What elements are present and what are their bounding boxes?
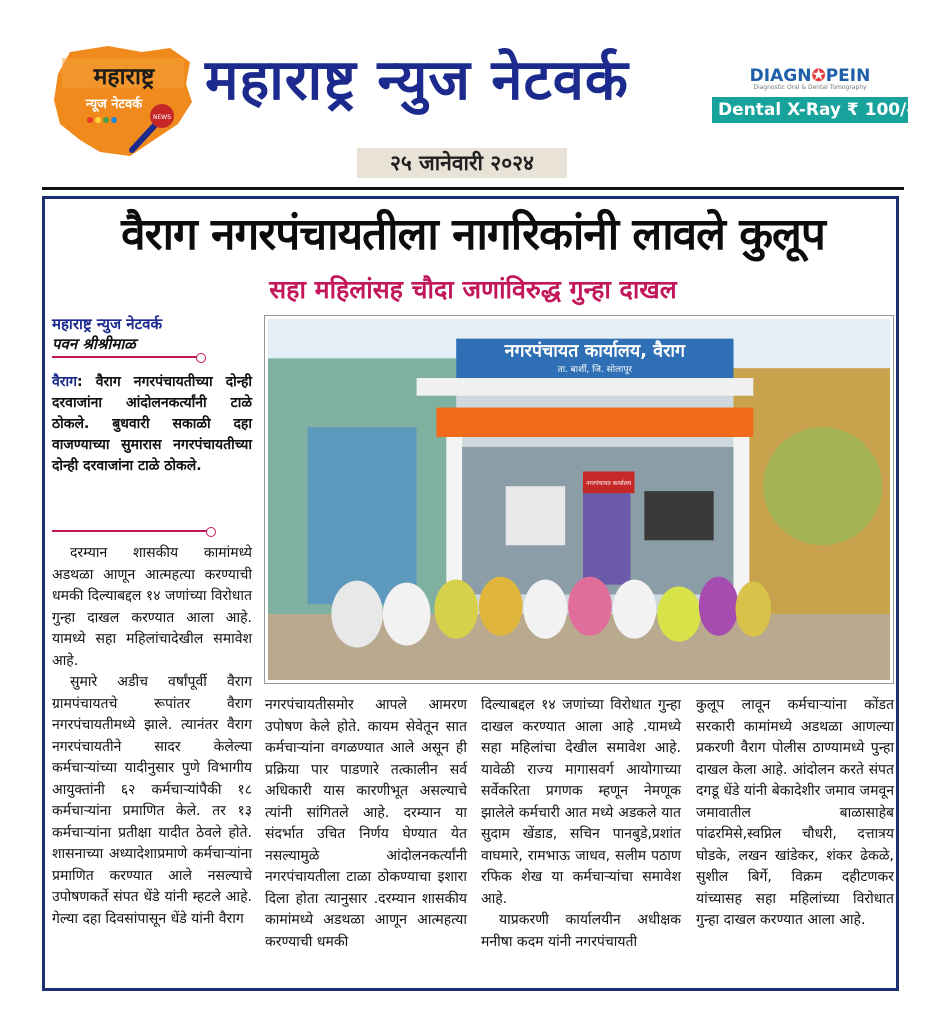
logo-title: महाराष्ट्र [93, 64, 155, 90]
newspaper-title: महाराष्ट्र न्युज नेटवर्क [205, 48, 629, 113]
byline [52, 314, 252, 354]
tooth-icon: ✪ [811, 66, 826, 86]
column-2 [265, 695, 467, 953]
paragraph: दरम्यान शासकीय कामांमध्ये अडथळा आणून आत्महत्या करण्याची धमकी दिल्याबद्दल १४ जणांच्या विरोधात गुन्हा दाखल करण्यात आला आहे. यामध्ये सहा महिलांचादेखील समावेश आहे. [52, 545, 252, 669]
column-4 [696, 695, 894, 932]
subheadline: सहा महिलांसह चौदा जणांविरुद्ध गुन्हा दाखल [269, 275, 677, 304]
dateline-location: वैराग [52, 374, 78, 390]
issue-date: २५ जानेवारी २०२४ [357, 148, 567, 178]
divider-line [52, 356, 202, 358]
mic-label: NEWS [152, 114, 172, 121]
paragraph: नगरपंचायतीसमोर आपले आमरण उपोषण केले होते. कायम सेवेतून सात कर्मचाऱ्यांना वगळण्यात आले असून ही प्रक्रिया पार पाडणारे तत्कालीन सर्व अधिकारी यास कारणीभूत असल्याचे त्यांनी सांगितले आहे. दरम्यान या संदर्भात उचित निर्णय घेण्यात येत नसल्यामुळे आंदोलनकर्त्यांनी नगरपंचायतीला टाळा ठोकण्याचा इशारा दिला होता त्यानुसार .दरम्यान शासकीय कामांमध्ये अडथळा आणून आत्महत्या करण्याची धमकी [265, 697, 467, 950]
headline: वैराग नगरपंचायतीला नागरिकांनी लावले कुलूप [121, 209, 825, 260]
office-sign: नगरपंचायत कार्यालय, वैराग [504, 341, 686, 362]
lead-text: : वैराग नगरपंचायतीच्या दोन्ही दरवाजांना आंदोलनकर्त्यांनी टाळे ठोकले. बुधवारी सकाळी दहा वाजण्याच्या सुमारास नगरपंचायतीच्या दोन्ही दरवाजांना टाळे ठोकले. [52, 374, 252, 474]
ad-brand: DIAGN✪PEIN [749, 66, 871, 86]
column-3 [481, 695, 681, 953]
inner-sign: नगरपंचायत कार्यालय [586, 481, 632, 488]
byline-org: महाराष्ट्र न्युज नेटवर्क [52, 315, 163, 333]
paragraph: कुलूप लावून कर्मचाऱ्यांना कोंडत सरकारी कामांमध्ये अडथळा आणल्या प्रकरणी वैराग पोलीस ठाण्यामध्ये पुन्हा दाखल केला आहे. आंदोलन करते संपत दगडू धेंडे यांनी बेकादेशीर जमाव जमवून जमावातील बाळासाहेब पांढरमिसे,स्वप्निल चौधरी, दत्तात्रय घोडके, लखन खांडेकर, शंकर ढेकळे, सुशील बिर्गे, विक्रम दहीटणकर यांच्यासह सहा महिलांच्या विरोधात गुन्हा दाखल करण्यात आला आहे. [696, 697, 894, 928]
ad-offer: Dental X-Ray ₹ 100/- [712, 97, 908, 123]
divider-line [52, 530, 212, 532]
maharashtra-map-logo [50, 44, 196, 160]
ad-tagline: Diagnostic Oral & Dental Tomography [753, 84, 867, 91]
masthead-rule [42, 187, 904, 190]
paragraph: सुमारे अडीच वर्षांपूर्वी वैराग ग्रामपंचायतचे रूपांतर वैराग नगरपंचायतीमध्ये झाले. त्यानंतर वैराग नगरपंचायतीने सादर केलेल्या कर्मचाऱ्यांच्या यादीनुसार पुणे विभागीय आयुक्तांनी ६२ कर्मचाऱ्यांपैकी १८ कर्मचाऱ्यांना प्रमाणित केले. तर १३ कर्मचाऱ्यांना प्रतीक्षा यादीत ठेवले होते. शासनाच्या अध्यादेशाप्रमाणे कर्मचाऱ्यांना प्रमाणित करण्यात आले नसल्याचे उपोषणकर्ते संपत धेंडे यांनी म्हटले आहे. गेल्या दहा दिवसांपासून धेंडे यांनी वैराग [52, 674, 252, 927]
paragraph: याप्रकरणी कार्यालयीन अधीक्षक मनीषा कदम यांनी नगरपंचायती [481, 912, 681, 950]
byline-author: पवन श्रीश्रीमाळ [52, 335, 136, 353]
logo-subtitle: न्यूज नेटवर्क [85, 97, 143, 112]
masthead [0, 0, 947, 190]
paragraph: दिल्याबद्दल १४ जणांच्या विरोधात गुन्हा दाखल करण्यात आला आहे .यामध्ये सहा महिलांचा देखील समावेश आहे. यावेळी राज्य मागासवर्ग आयोगाच्या सर्वेकरिता प्रगणक म्हणून नेमणूक झालेले कर्मचारी आत मध्ये अडकले यात सुदाम खेंडाड, सचिन पानबुडे,प्रशांत वाघमारे, रामभाऊ जाधव, सलीम पठाण रफिक शेख या कर्मचाऱ्यांचा समावेश आहे. [481, 697, 681, 907]
news-photo [265, 316, 893, 683]
lead-paragraph [52, 372, 252, 477]
advertisement[interactable] [712, 66, 914, 128]
column-1 [52, 543, 252, 930]
office-sign-sub: ता. बार्शी, जि. सोलापूर [557, 365, 633, 376]
